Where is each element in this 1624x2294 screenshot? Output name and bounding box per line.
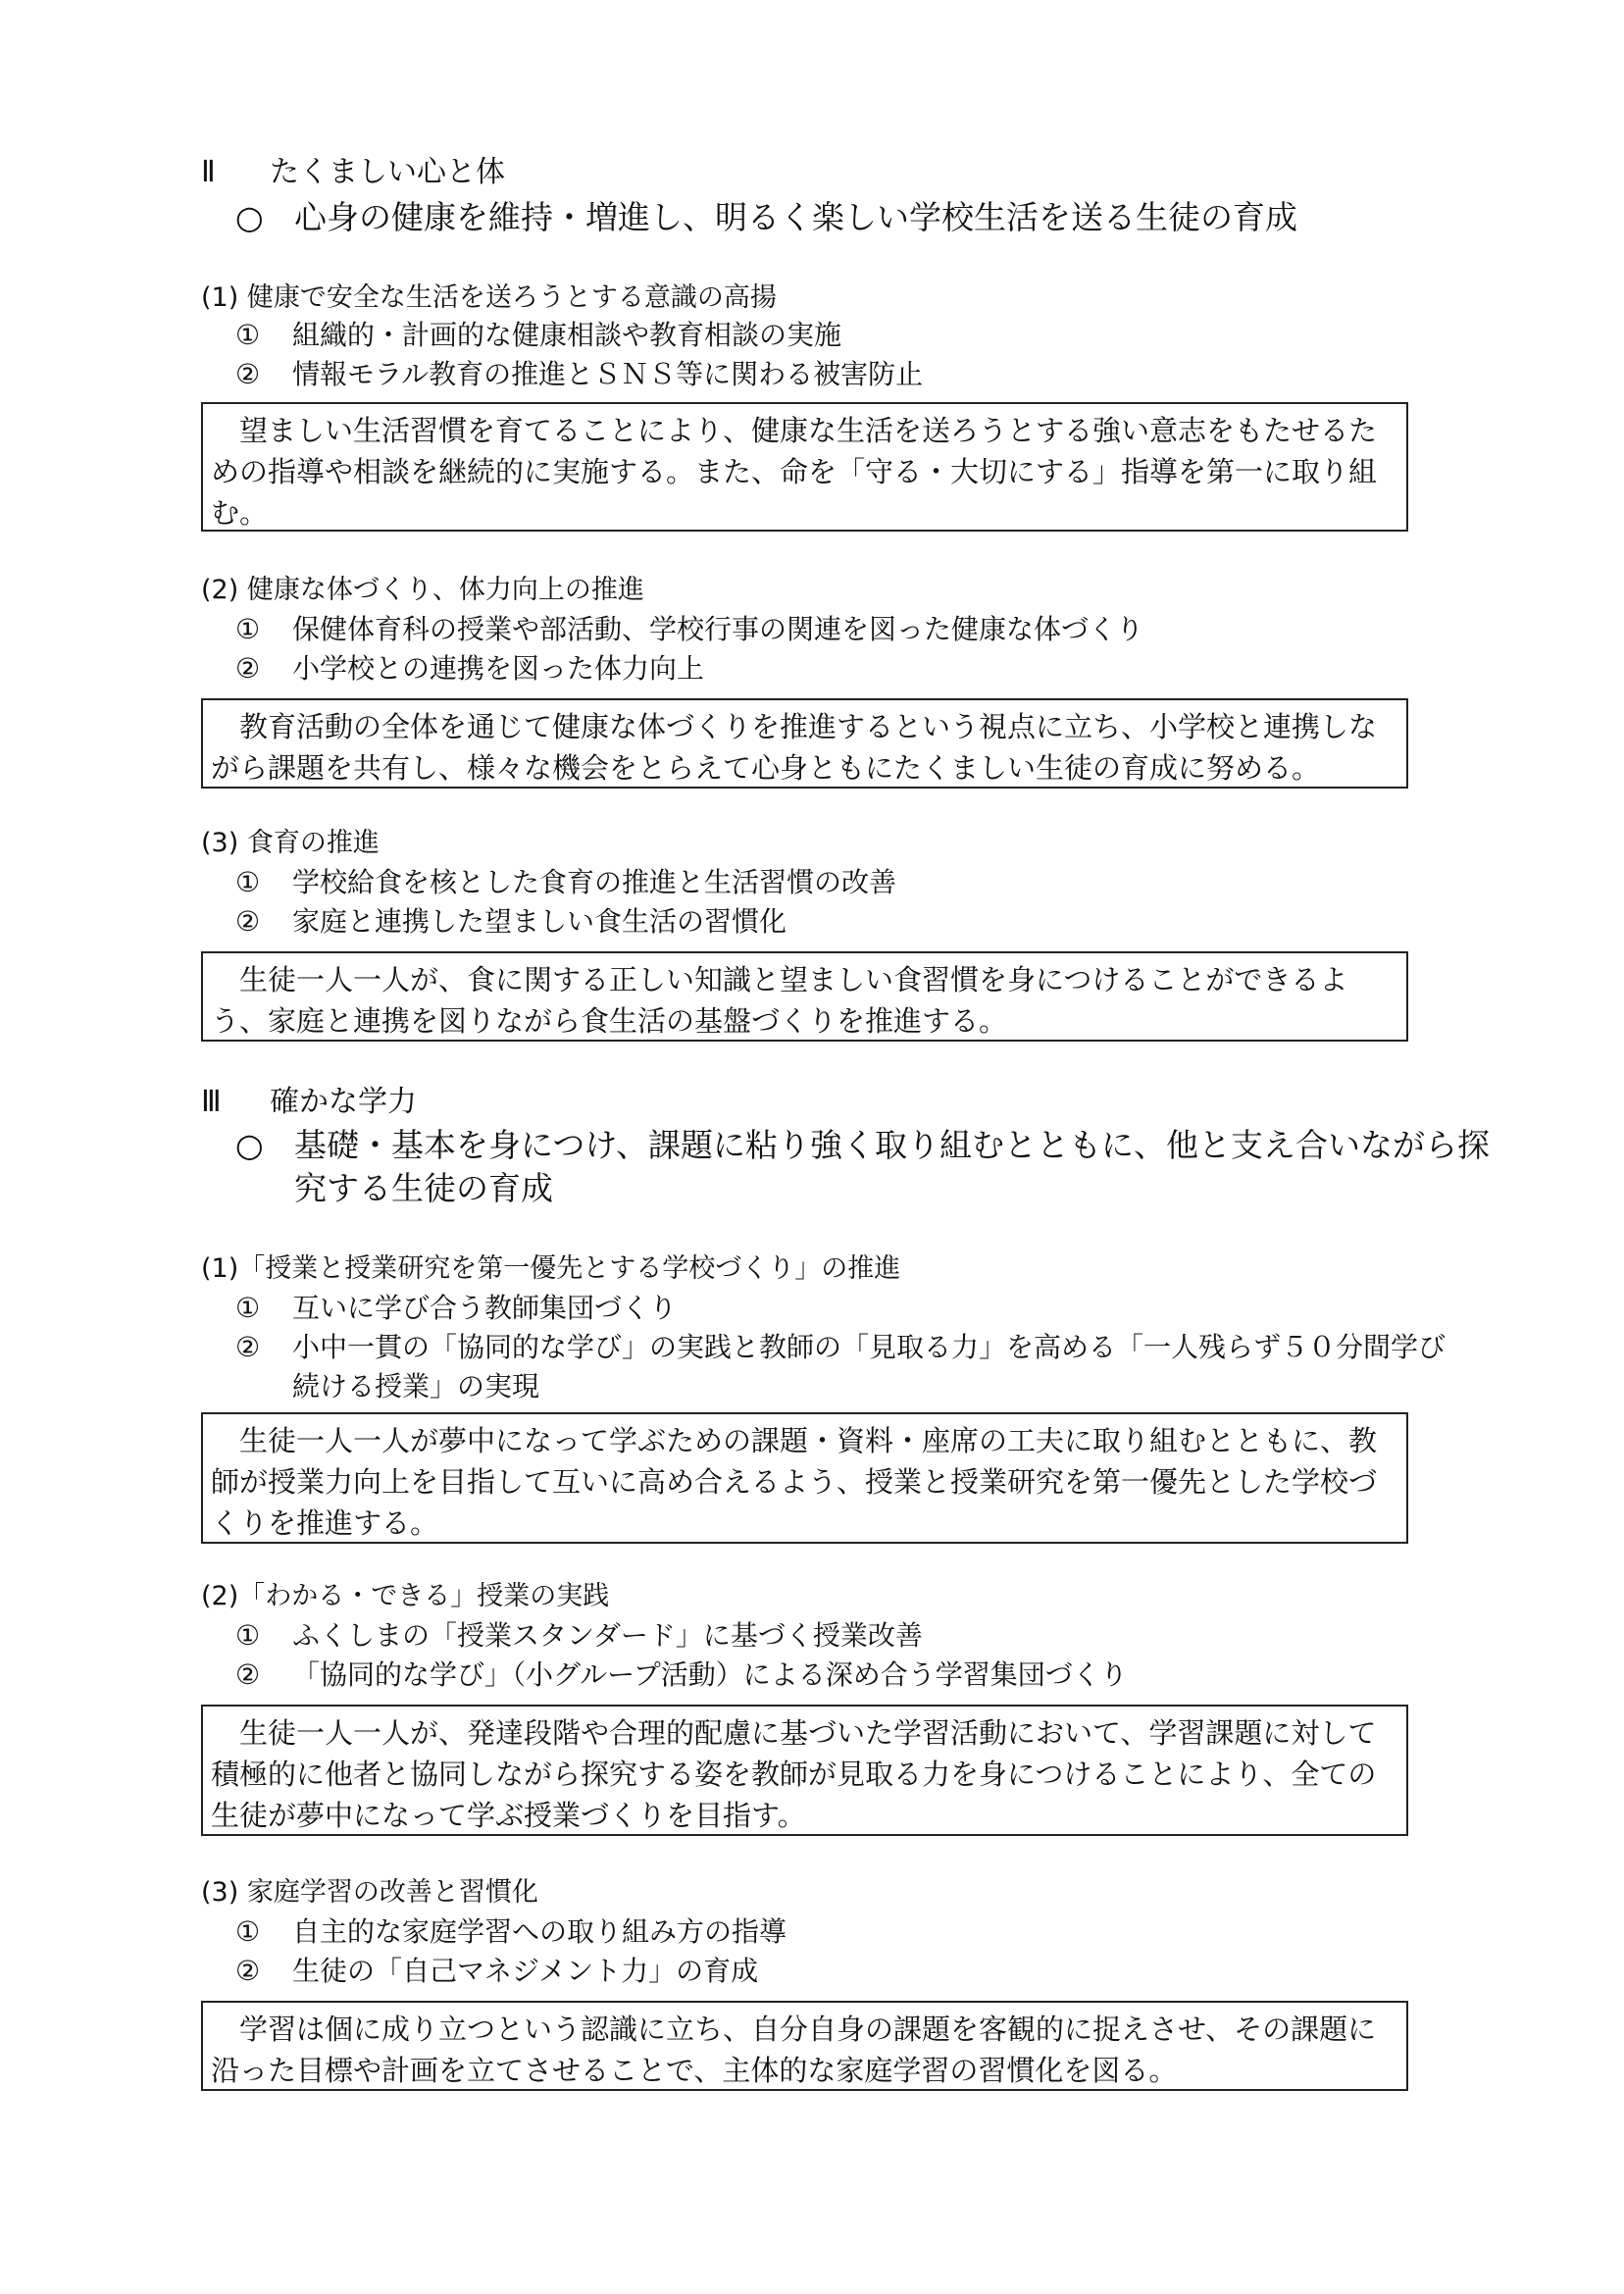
- item-text: 互いに学び合う教師集団づくり: [292, 1292, 678, 1324]
- section-goal: [235, 196, 1510, 239]
- item-number: ②: [235, 652, 261, 685]
- list-item: [235, 1328, 1469, 1406]
- section-heading: [201, 153, 505, 192]
- circle-mark: ○: [235, 1126, 264, 1164]
- subsection-heading: (2) 健康な体づくり、体力向上の推進: [201, 575, 644, 605]
- summary-box: [201, 698, 1408, 789]
- list-item: [235, 902, 1469, 942]
- subsection-heading: (1)「授業と授業研究を第一優先とする学校づくり」の推進: [201, 1253, 901, 1284]
- item-number: ②: [235, 1658, 261, 1691]
- item-text: 学校給食を核とした食育の推進と生活習慣の改善: [292, 866, 897, 898]
- list-item: [235, 316, 1469, 355]
- item-text: 組織的・計画的な健康相談や教育相談の実施: [292, 319, 842, 351]
- list-item: [235, 610, 1469, 649]
- circle-mark: ○: [235, 198, 264, 236]
- item-number: ①: [235, 1292, 261, 1324]
- item-number: ②: [235, 1331, 261, 1363]
- item-number: ①: [235, 319, 261, 351]
- list-item: [235, 1656, 1469, 1695]
- summary-text: 生徒一人一人が夢中になって学ぶための課題・資料・座席の工夫に取り組むとともに、教師が授業力向上を目指して互いに高め合えるよう、授業と授業研究を第一優先とした学校づくりを推進する。: [211, 1424, 1378, 1540]
- item-text: 「協同的な学び」（小グループ活動）による深め合う学習集団づくり: [292, 1658, 1128, 1691]
- subsection-heading: (2)「わかる・できる」授業の実践: [201, 1581, 610, 1611]
- item-text: 生徒の「自己マネジメント力」の育成: [292, 1955, 759, 1987]
- section-heading: [201, 1083, 417, 1122]
- item-number: ①: [235, 866, 261, 898]
- item-number: ①: [235, 1619, 261, 1652]
- list-item: [235, 1616, 1469, 1656]
- list-item: [235, 1289, 1469, 1328]
- item-text: 小学校との連携を図った体力向上: [292, 652, 705, 685]
- item-number: ①: [235, 1915, 261, 1948]
- section-title: 確かな学力: [270, 1085, 417, 1119]
- summary-text: 生徒一人一人が、発達段階や合理的配慮に基づいた学習活動において、学習課題に対して積極的に他者と協同しながら探究する姿を教師が見取る力を身につけることにより、全ての生徒が夢中になって学ぶ授業づくりを目指す。: [211, 1716, 1377, 1832]
- summary-box: [201, 1412, 1408, 1544]
- item-text: ふくしまの「授業スタンダード」に基づく授業改善: [292, 1619, 923, 1652]
- goal-text: 基礎・基本を身につけ、課題に粘り強く取り組むとともに、他と支え合いながら探究する生徒の育成: [294, 1126, 1491, 1207]
- summary-box: [201, 2001, 1408, 2091]
- section-number: Ⅱ: [201, 155, 216, 189]
- item-text: 情報モラル教育の推進とＳＮＳ等に関わる被害防止: [292, 358, 924, 390]
- section-goal: [235, 1124, 1510, 1210]
- section-number: Ⅲ: [201, 1085, 222, 1119]
- item-number: ②: [235, 358, 261, 390]
- summary-box: [201, 402, 1408, 532]
- summary-box: [201, 951, 1408, 1042]
- summary-box: [201, 1705, 1408, 1836]
- subsection-heading: (3) 家庭学習の改善と習慣化: [201, 1877, 538, 1908]
- item-number: ②: [235, 1955, 261, 1987]
- summary-text: 教育活動の全体を通じて健康な体づくりを推進するという視点に立ち、小学校と連携しながら課題を共有し、様々な機会をとらえて心身ともにたくましい生徒の育成に努める。: [211, 710, 1378, 785]
- list-item: [235, 355, 1469, 394]
- item-number: ①: [235, 613, 261, 645]
- item-text: 保健体育科の授業や部活動、学校行事の関連を図った健康な体づくり: [292, 613, 1144, 645]
- item-text: 家庭と連携した望ましい食生活の習慣化: [292, 905, 787, 938]
- summary-text: 学習は個に成り立つという認識に立ち、自分自身の課題を客観的に捉えさせ、その課題に沿った目標や計画を立てさせることで、主体的な家庭学習の習慣化を図る。: [211, 2013, 1377, 2087]
- subsection-heading: (3) 食育の推進: [201, 828, 380, 858]
- summary-text: 生徒一人一人が、食に関する正しい知識と望ましい食習慣を身につけることができるよう、家庭と連携を図りながら食生活の基盤づくりを推進する。: [211, 963, 1348, 1038]
- item-text: 小中一貫の「協同的な学び」の実践と教師の「見取る力」を高める「一人残らず５０分間学び続ける授業」の実現: [292, 1331, 1446, 1402]
- list-item: [235, 1952, 1469, 1991]
- section-title: たくましい心と体: [270, 155, 505, 189]
- list-item: [235, 863, 1469, 902]
- item-number: ②: [235, 905, 261, 938]
- subsection-heading: (1) 健康で安全な生活を送ろうとする意識の高揚: [201, 282, 777, 313]
- summary-text: 望ましい生活習慣を育てることにより、健康な生活を送ろうとする強い意志をもたせるための指導や相談を継続的に実施する。また、命を「守る・大切にする」指導を第一に取り組む。: [211, 414, 1378, 530]
- list-item: [235, 1912, 1469, 1952]
- goal-text: 心身の健康を維持・増進し、明るく楽しい学校生活を送る生徒の育成: [294, 198, 1297, 236]
- list-item: [235, 649, 1469, 688]
- item-text: 自主的な家庭学習への取り組み方の指導: [292, 1915, 787, 1948]
